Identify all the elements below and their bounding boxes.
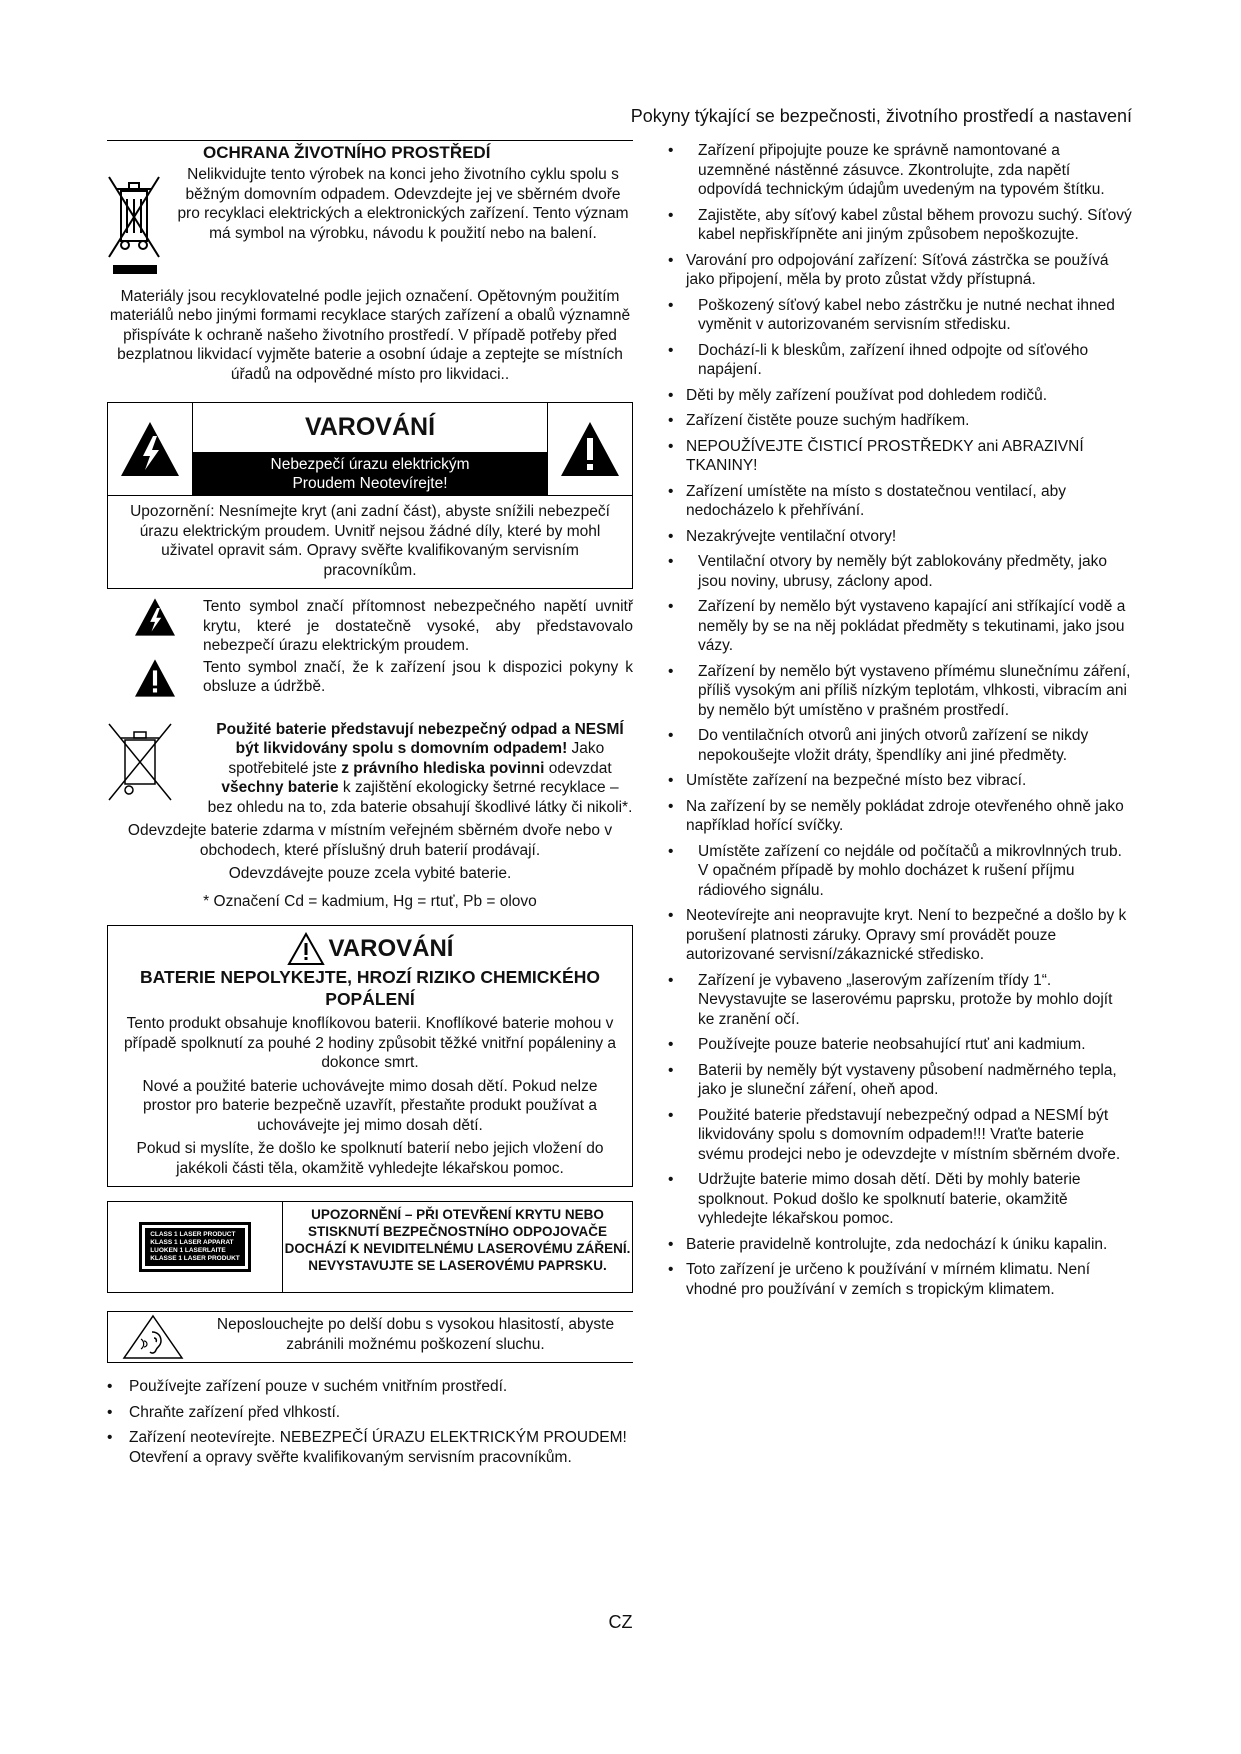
battery-disposal-section (107, 720, 633, 818)
battery-text-2: odevzdat (544, 759, 612, 777)
list-item: • Zařízení umístěte na místo s dostatečnou ventilací, aby nedocházelo k přehřívání. (668, 482, 1132, 521)
battery-note: * Označení Cd = kadmium, Hg = rtuť, Pb = olovo (203, 892, 537, 910)
battery-warning-title: VAROVÁNÍ (328, 935, 454, 963)
list-item: • Poškozený síťový kabel nebo zástrčku je nutné nechat ihned vyměnit v autorizovaném servisním středisku. (668, 296, 1132, 335)
laser-warning-text: UPOZORNĚNÍ – PŘI OTEVŘENÍ KRYTU NEBO STISKNUTÍ BEZPEČNOSTNÍHO ODPOJOVAČE DOCHÁZÍ K NEVIDITELNÉMU LASEROVÉMU ZÁŘENÍ. NEVYSTAVUJTE SE LASEROVÉMU PAPRSKU. (284, 1207, 631, 1273)
laser-label-line-2: KLASS 1 LASER APPARAT (150, 1239, 234, 1246)
laser-label-line-3: LUOKEN 1 LASERLAITE (150, 1247, 226, 1254)
list-item: • Zařízení připojujte pouze ke správně namontované a uzemněné nástěnné zásuvce. Zkontrolujte, zda napětí odpovídá technickým údajům uvedeným na typovém štítku. (668, 141, 1132, 200)
list-item: • Umístěte zařízení na bezpečné místo bez vibrací. (668, 771, 1132, 791)
battery-warning-subtitle: BATERIE NEPOLYKEJTE, HROZÍ RIZIKO CHEMICKÉHO POPÁLENÍ (140, 967, 600, 1009)
list-item: • Na zařízení by se neměly pokládat zdroje otevřeného ohně jako například hořící svíčky. (668, 797, 1132, 836)
warning-banner-line-1: Nebezpečí úrazu elektrickým (270, 456, 470, 473)
hearing-warning-box (107, 1311, 633, 1363)
battery-disposal-text (207, 720, 633, 818)
warning-triangle-icon (287, 932, 325, 966)
environment-title: OCHRANA ŽIVOTNÍHO PROSTŘEDÍ (107, 140, 633, 165)
list-item: • Neotevírejte ani neopravujte kryt. Není to bezpečné a došlo by k porušení platnosti záruky. Opravy smí provádět pouze autorizované servisní/zákaznické středisko. (668, 906, 1132, 965)
laser-class-label (108, 1202, 283, 1292)
electric-warning-box (107, 402, 633, 589)
list-item: • Nezakrývejte ventilační otvory! (668, 527, 1132, 547)
exclamation-warning-icon (547, 403, 632, 495)
list-item: • Zařízení je vybaveno „laserovým zařízením třídy 1“. Nevystavujte se laserovému paprsku, protože by mohlo dojít ke zranění očí. (668, 971, 1132, 1030)
battery-text-1: Jako spotřebitelé jste (228, 740, 605, 777)
list-item: • Ventilační otvory by neměly být zablokovány předměty, jako jsou noviny, ubrusy, záclony apod. (668, 552, 1132, 591)
environment-section (107, 165, 633, 281)
battery-warning-p3: Pokud si myslíte, že došlo ke spolknutí baterií nebo jejich vložení do jakékoli části těla, okamžitě vyhledejte lékařskou pomoc. (136, 1140, 604, 1177)
right-column (668, 141, 1132, 1305)
list-item: • Chraňte zařízení před vlhkostí. (107, 1403, 633, 1423)
list-item: • Zařízení čistěte pouze suchým hadříkem. (668, 411, 1132, 431)
exclamation-icon (107, 658, 203, 698)
list-item: • Zajistěte, aby síťový kabel zůstal během provozu suchý. Síťový kabel nepřiskřípněte ani jiným způsobem nepoškozujte. (668, 206, 1132, 245)
battery-bold-2: z právního hlediska povinni (341, 759, 545, 777)
page-header: Pokyny týkající se bezpečnosti, životního prostředí a nastavení (630, 106, 1132, 126)
warning-banner (193, 452, 547, 495)
list-item: • Baterii by neměly být vystaveny působení nadměrného tepla, jako je sluneční záření, oheň apod. (668, 1061, 1132, 1100)
battery-warning-title-row (118, 932, 622, 966)
voltage-symbol-text: Tento symbol značí přítomnost nebezpečného napětí uvnitř krytu, které je dostatečně vysoké, aby představovalo nebezpečí úrazu elektrickým proudem. (203, 598, 633, 654)
warning-banner-line-2: Proudem Neotevírejte! (292, 475, 448, 492)
page-footer-language: CZ (608, 1612, 633, 1632)
list-item: • Zařízení by nemělo být vystaveno kapající ani stříkající vodě a neměly by se na něj pokládat předměty s tekutinami, jako jsou vázy. (668, 597, 1132, 656)
laser-label-line-4: KLASSE 1 LASER PRODUKT (150, 1255, 240, 1262)
left-column (107, 140, 633, 1473)
environment-text: Nelikvidujte tento výrobek na konci jeho životního cyklu spolu s běžným domovním odpadem. Odevzdejte jej ve sběrném dvoře pro recyklaci elektrických a elektronických zařízení. Tento význam má symbol na výrobku, návodu k použití nebo na balení. (177, 166, 629, 242)
list-item: • Udržujte baterie mimo dosah dětí. Děti by mohly baterie spolknout. Pokud došlo ke spolknutí baterie, okamžitě vyhledejte lékařskou pomoc. (668, 1170, 1132, 1229)
list-item: • Použité baterie představují nebezpečný odpad a NESMÍ být likvidovány spolu s domovním odpadem!!! Vraťte baterie svému prodejci nebo je odevzdejte v místním sběrném dvoře. (668, 1106, 1132, 1165)
list-item: • Používejte zařízení pouze v suchém vnitřním prostředí. (107, 1377, 633, 1397)
list-item: • Děti by měly zařízení používat pod dohledem rodičů. (668, 386, 1132, 406)
list-item: • Zařízení neotevírejte. NEBEZPEČÍ ÚRAZU ELEKTRICKÝM PROUDEM! Otevření a opravy svěřte kvalifikovaným servisním pracovníkům. (107, 1428, 633, 1467)
list-item: • Dochází-li k bleskům, zařízení ihned odpojte od síťového napájení. (668, 341, 1132, 380)
crossed-battery-bin-icon (107, 720, 207, 818)
left-bullet-list (107, 1377, 633, 1467)
crossed-bin-icon (107, 169, 165, 281)
exclaim-symbol-text: Tento symbol značí, že k zařízení jsou k dispozici pokyny k obsluze a údržbě. (203, 658, 633, 695)
list-item: • Používejte pouze baterie neobsahující rtuť ani kadmium. (668, 1035, 1132, 1055)
battery-warning-p1: Tento produkt obsahuje knoflíkovou baterii. Knoflíkové baterie mohou v případě spolknutí za pouhé 2 hodiny způsobit těžké vnitřní popáleniny a dokonce smrt. (123, 1015, 617, 1071)
environment-text-2: Materiály jsou recyklovatelné podle jejich označení. Opětovným použitím materiálů nebo jinými formami recyklace starých zařízení a obalů významně přispíváte k ochraně našeho životního prostředí. V případě potřeby před bezplatnou likvidací vyjměte baterie a osobní údaje a zeptejte se místních úřadů na odpovědné místo pro likvidaci.. (109, 287, 631, 383)
laser-label-line-1: CLASS 1 LASER PRODUCT (150, 1231, 236, 1238)
list-item: • Baterie pravidelně kontrolujte, zda nedochází k úniku kapalin. (668, 1235, 1132, 1255)
voltage-symbol-row (107, 597, 633, 656)
button-battery-warning-box (107, 925, 633, 1187)
battery-empty-text: Odevzdávejte pouze zcela vybité baterie. (228, 865, 512, 882)
lightning-warning-icon (108, 403, 193, 495)
exclaim-symbol-row (107, 658, 633, 698)
warning-title: VAROVÁNÍ (304, 412, 436, 441)
battery-bold-3: všechny baterie (221, 779, 339, 796)
battery-bold-1: Použité baterie představují nebezpečný odpad a NESMÍ být likvidovány spolu s domovním odpadem! (216, 720, 624, 757)
hearing-damage-icon (108, 1312, 198, 1362)
laser-warning-box (107, 1201, 633, 1293)
battery-text-3: k zajištění ekologicky šetrné recyklace – bez ohledu na to, zda baterie obsahují škodlivé látky či nikoli*. (207, 779, 633, 816)
list-item: • Do ventilačních otvorů ani jiných otvorů zařízení se nikdy nepokoušejte vložit dráty, špendlíky ani jiné předměty. (668, 726, 1132, 765)
lightning-icon (107, 597, 203, 637)
list-item: • Toto zařízení je určeno k používání v mírném klimatu. Není vhodné pro používání v zemích s tropickým klimatem. (668, 1260, 1132, 1299)
hearing-warning-text: Neposlouchejte po delší dobu s vysokou hlasitostí, abyste zabránili možnému poškození sluchu. (216, 1316, 615, 1353)
list-item: • Zařízení by nemělo být vystaveno přímému slunečnímu záření, příliš vysokým ani příliš nízkým teplotám, vlhkosti, vibracím ani by nemělo být umístěno v prašném prostředí. (668, 662, 1132, 721)
warning-body: Upozornění: Nesnímejte kryt (ani zadní část), abyste snížili nebezpečí úrazu elektrickým proudem. Uvnitř nejsou žádné díly, které by mohl uživatel opravit sám. Opravy svěřte kvalifikovaným servisním pracovníkům. (130, 503, 610, 579)
right-bullet-list (668, 141, 1132, 1299)
battery-return-text: Odevzdejte baterie zdarma v místním veřejném sběrném dvoře nebo v obchodech, které příslušný druh baterií prodávají. (127, 822, 613, 859)
battery-warning-p2: Nové a použité baterie uchovávejte mimo dosah dětí. Pokud nelze prostor pro baterie bezpečně uzavřít, přestaňte produkt používat a uchovávejte jej mimo dosah dětí. (142, 1077, 598, 1134)
list-item: • Umístěte zařízení co nejdále od počítačů a mikrovlnných trub. V opačném případě by mohlo docházet k rušení příjmu rádiového signálu. (668, 842, 1132, 901)
list-item: • Varování pro odpojování zařízení: Síťová zástrčka se používá jako připojení, měla by proto zůstat vždy přístupná. (668, 251, 1132, 290)
list-item: • NEPOUŽÍVEJTE ČISTICÍ PROSTŘEDKY ani ABRAZIVNÍ TKANINY! (668, 437, 1132, 476)
